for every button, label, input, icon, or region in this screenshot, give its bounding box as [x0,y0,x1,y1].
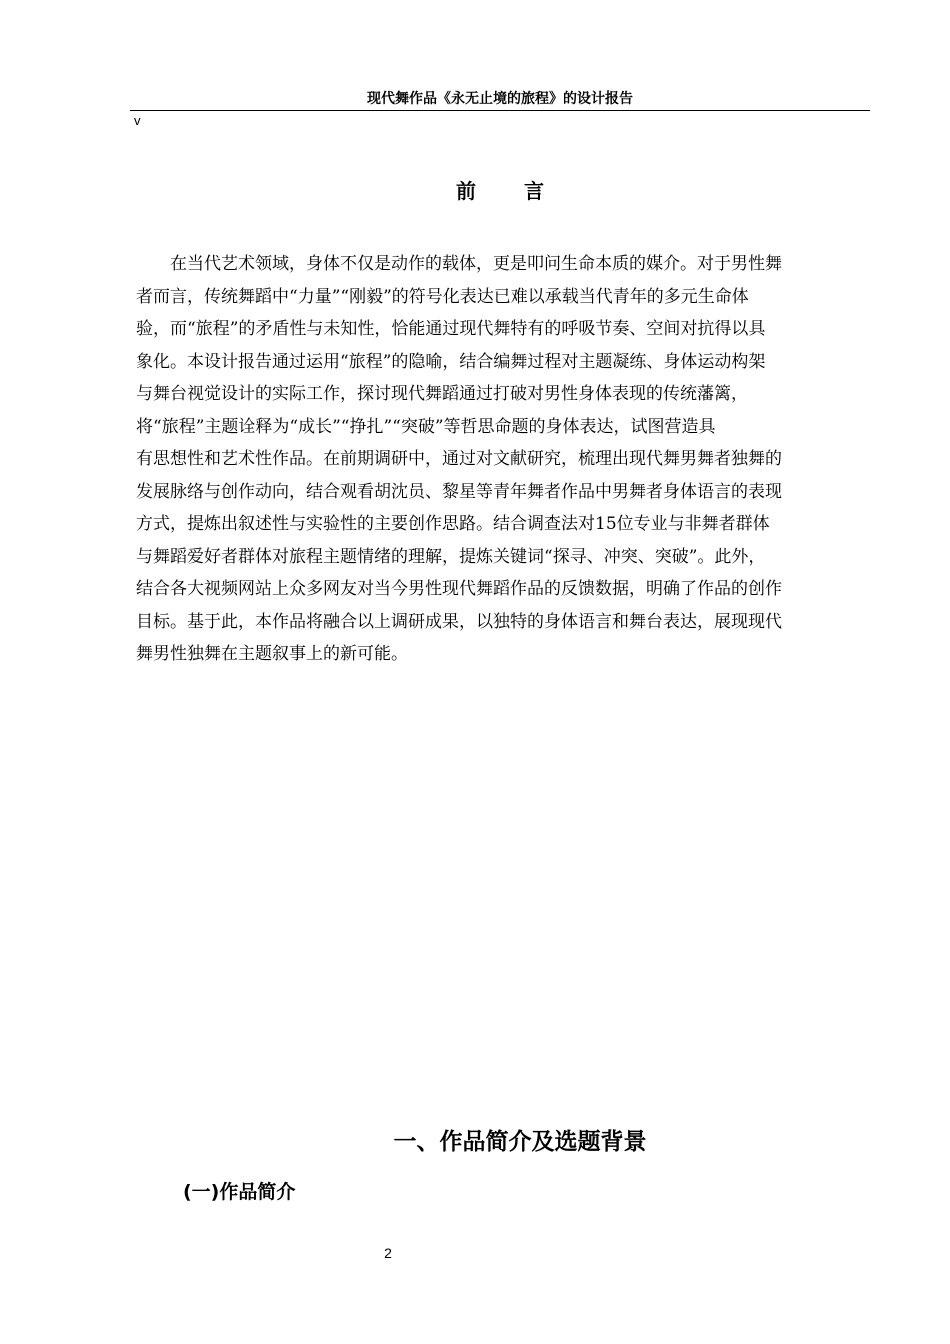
preface-line: 在当代艺术领域，身体不仅是动作的载体，更是叩问生命本质的媒介。对于男性舞 [136,254,782,274]
preface-title: 前言 [456,179,592,203]
preface-line: 发展脉络与创作动向，结合观看胡沈员、黎星等青年舞者作品中男舞者身体语言的表现 [136,481,782,502]
preface-line: 目标。基于此，本作品将融合以上调研成果，以独特的身体语言和舞台表达，展现现代 [136,611,782,632]
preface-body [136,248,860,671]
page-number: 2 [384,1245,392,1261]
header-rule [130,110,870,111]
preface-line: 验，而“旅程”的矛盾性与未知性，恰能通过现代舞特有的呼吸节奏、空间对抗得以具 [136,319,766,339]
preface-line: 方式，提炼出叙述性与实验性的主要创作思路。结合调查法对15位专业与非舞者群体 [136,514,770,534]
preface-line: 舞男性独舞在主题叙事上的新可能。 [136,644,408,664]
section-heading: 一、作品简介及选题背景 [393,1129,647,1155]
preface-line: 与舞蹈爱好者群体对旅程主题情绪的理解，提炼关键词“探寻、冲突、突破”。此外， [136,546,766,567]
preface-line: 将“旅程”主题诠释为“成长”“挣扎”“突破”等哲思命题的身体表达，试图营造具 [136,416,716,437]
running-header: 现代舞作品《永无止境的旅程》的设计报告 [367,91,633,107]
stray-mark: v [134,113,141,128]
preface-line: 象化。本设计报告通过运用“旅程”的隐喻，结合编舞过程对主题凝练、身体运动构架 [136,351,766,372]
preface-line: 与舞台视觉设计的实际工作，探讨现代舞蹈通过打破对男性身体表现的传统藩篱， [136,384,748,404]
subsection-heading: (一)作品简介 [183,1181,296,1203]
preface-line: 者而言，传统舞蹈中“力量”“刚毅”的符号化表达已难以承载当代青年的多元生命体 [136,286,749,307]
preface-line: 有思想性和艺术性作品。在前期调研中，通过对文献研究，梳理出现代舞男舞者独舞的 [136,449,782,469]
preface-line: 结合各大视频网站上众多网友对当今男性现代舞蹈作品的反馈数据，明确了作品的创作 [136,579,782,599]
